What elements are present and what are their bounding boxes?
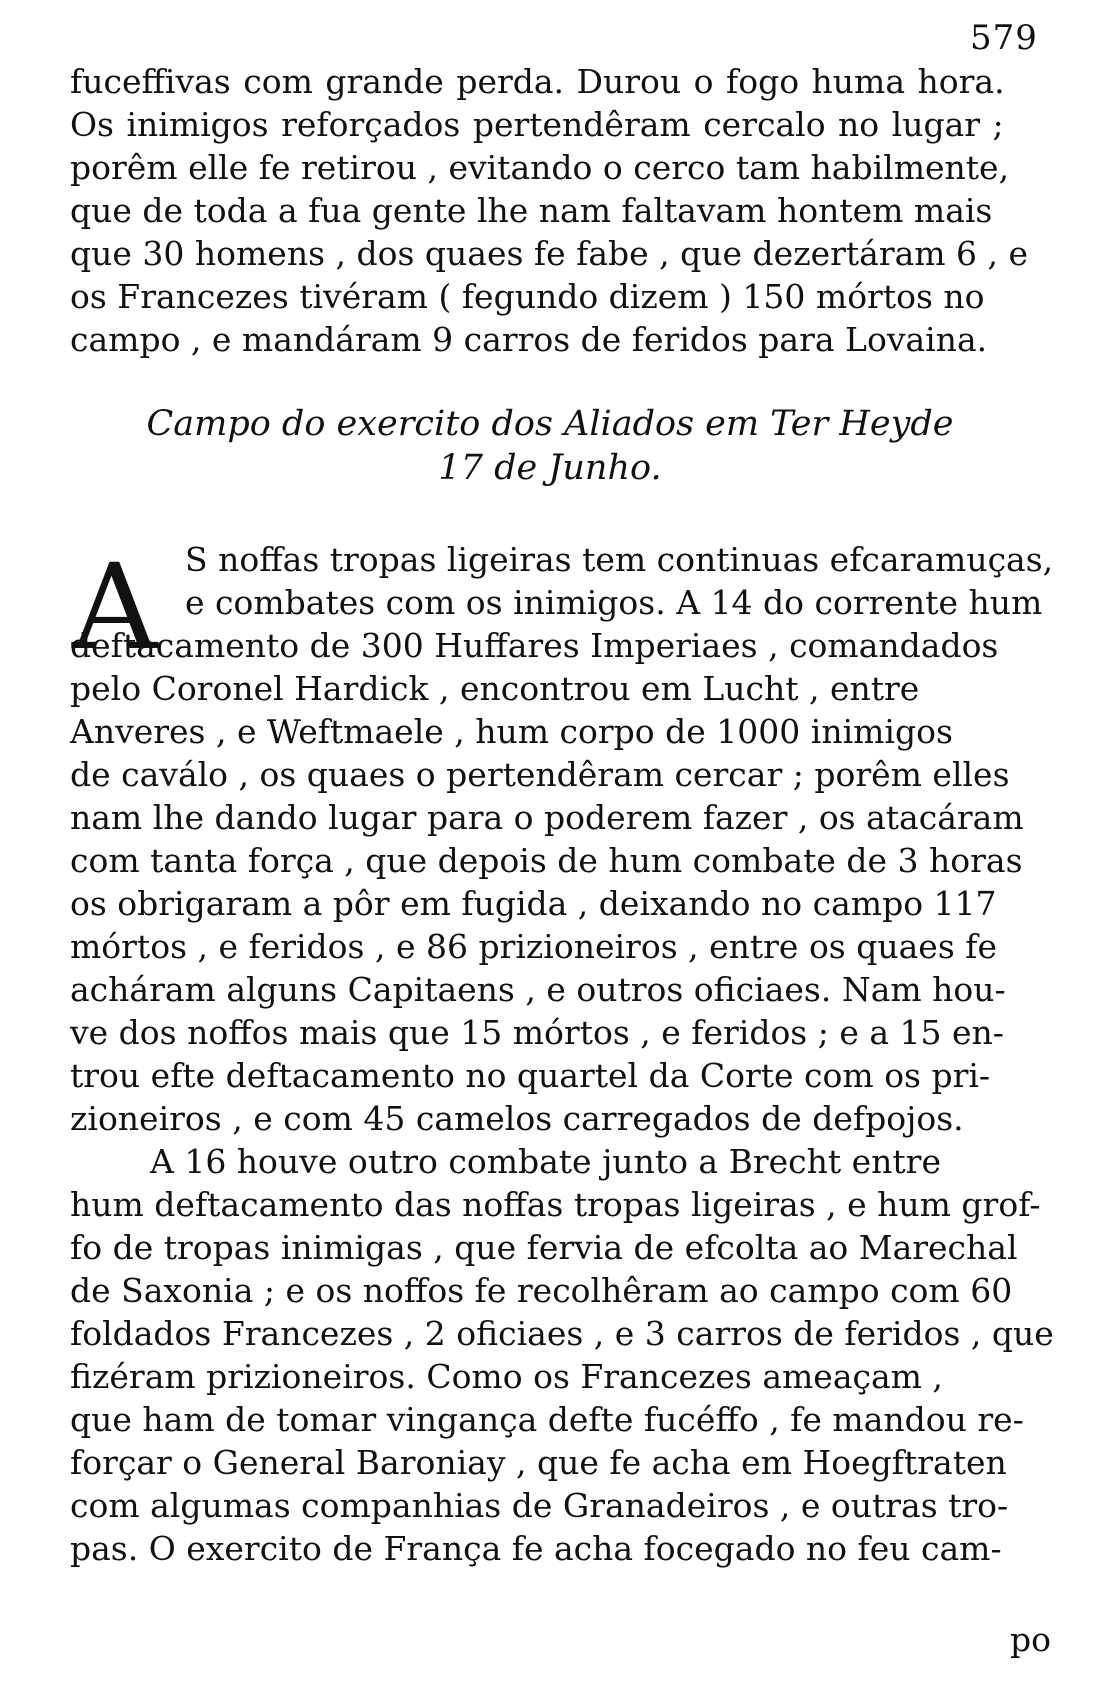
text-line: trou efte deftacamento no quartel da Corte com os pri- bbox=[70, 1056, 991, 1095]
text-line: foldados Francezes , 2 oficiaes , e 3 carros de feridos , que bbox=[70, 1314, 1054, 1353]
text-line: com algumas companhias de Granadeiros , e outras tro- bbox=[70, 1486, 1009, 1525]
text-line: campo , e mandáram 9 carros de feridos para Lovaina. bbox=[70, 320, 988, 359]
text-line: fo de tropas inimigas , que fervia de efcolta ao Marechal bbox=[70, 1228, 1018, 1267]
text-line: Anveres , e Weftmaele , hum corpo de 1000 inimigos bbox=[70, 712, 953, 751]
text-line: mórtos , e feridos , e 86 prizioneiros , entre os quaes fe bbox=[70, 927, 997, 966]
catchword: po bbox=[1010, 1620, 1051, 1659]
text-line: acháram alguns Capitaens , e outros oficiaes. Nam hou- bbox=[70, 970, 1006, 1009]
text-line: com tanta força , que depois de hum combate de 3 horas bbox=[70, 841, 1023, 880]
text-line: Os inimigos reforçados pertendêram cercalo no lugar ; bbox=[70, 105, 1004, 144]
text-line: forçar o General Baroniay , que fe acha em Hoegftraten bbox=[70, 1443, 1007, 1482]
text-line: os Francezes tivéram ( fegundo dizem ) 150 mórtos no bbox=[70, 277, 985, 316]
drop-cap: A bbox=[72, 538, 158, 676]
text-line: os obrigaram a pôr em fugida , deixando no campo 117 bbox=[70, 884, 997, 923]
text-line: nam lhe dando lugar para o poderem fazer , os atacáram bbox=[70, 798, 1024, 837]
text-line: ve dos noffos mais que 15 mórtos , e feridos ; e a 15 en- bbox=[70, 1013, 1004, 1052]
text-line: que de toda a fua gente lhe nam faltavam hontem mais bbox=[70, 191, 993, 230]
text-line: fizéram prizioneiros. Como os Francezes ameaçam , bbox=[70, 1357, 943, 1396]
text-line: A 16 houve outro combate junto a Brecht entre bbox=[150, 1142, 941, 1181]
text-line: porêm elle fe retirou , evitando o cerco tam habilmente, bbox=[70, 148, 1010, 187]
text-line: de caválo , os quaes o pertendêram cercar ; porêm elles bbox=[70, 755, 1010, 794]
text-line: zioneiros , e com 45 camelos carregados de defpojos. bbox=[70, 1099, 964, 1138]
text-line: que ham de tomar vingança defte fucéffo , fe mandou re- bbox=[70, 1400, 1024, 1439]
text-line: pelo Coronel Hardick , encontrou em Lucht , entre bbox=[70, 669, 920, 708]
text-line: hum deftacamento das noffas tropas ligeiras , e hum grof- bbox=[70, 1185, 1041, 1224]
text-line: S noffas tropas ligeiras tem continuas efcaramuças, bbox=[185, 540, 1054, 579]
section-heading: Campo do exercito dos Aliados em Ter Heyde bbox=[146, 404, 954, 444]
page-number: 579 bbox=[970, 18, 1038, 58]
text-line: de Saxonia ; e os noffos fe recolhêram ao campo com 60 bbox=[70, 1271, 1013, 1310]
text-line: deftacamento de 300 Huffares Imperiaes , comandados bbox=[70, 626, 999, 665]
text-line: que 30 homens , dos quaes fe fabe , que dezertáram 6 , e bbox=[70, 234, 1029, 273]
text-line: pas. O exercito de França fe acha focegado no feu cam- bbox=[70, 1529, 1002, 1568]
text-line: fuceffivas com grande perda. Durou o fogo huma hora. bbox=[70, 62, 1005, 101]
text-line: e combates com os inimigos. A 14 do corrente hum bbox=[185, 583, 1043, 622]
section-dateline: 17 de Junho. bbox=[438, 448, 662, 488]
